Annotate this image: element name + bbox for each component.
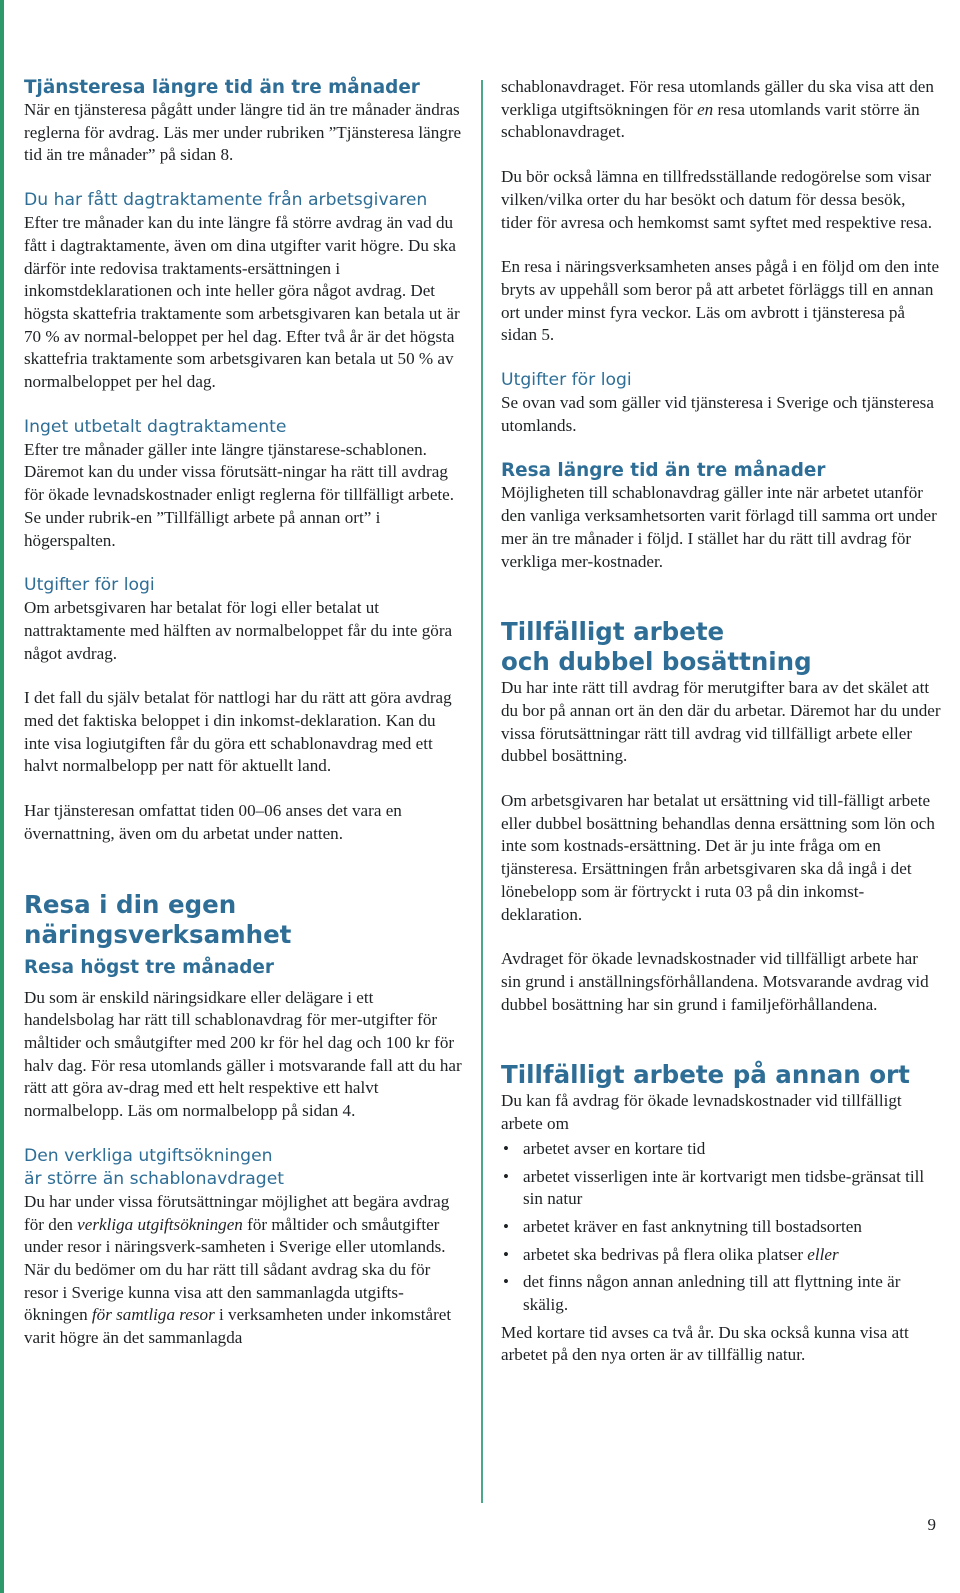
paragraph-verkliga-utgiftsokningen: Du har under vissa förutsättningar möjlighet att begära avdrag för den verkliga utgiftsökningen för måltider och småutgifter under resor i näringsverk-samheten i Sverige eller utomlands. När du bedömer om du har rätt till sådant avdrag ska du för resor i Sverige kunna visa att den sammanlagda utgifts-ökningen för samtliga resor i verksamheten under inkomståret varit högre än det sammanlagda [24,1191,452,1348]
list-item: • arbetet visserligen inte är kortvarigt men tidsbe-gränsat till sin natur [501,1166,941,1211]
paragraph-tjansteresa: När en tjänsteresa pågått under längre tid än tre månader ändras reglerna för avdrag. Läs mer under rubriken ”Tjänsteresa längre tid än tre månader” på sidan 8. [24,100,462,165]
paragraph-redogorelse: Du bör också lämna en tillfredsställande redogörelse som visar vilken/vilka orter du har besökt och datum för dessa besök, tider för avresa och hemkomst samt syftet med respektive resa. [501,167,932,232]
heading-tjansteresa: Tjänsteresa längre tid än tre månader [24,77,420,98]
list-item: • arbetet ska bedrivas på flera olika platser eller [501,1244,941,1267]
list-item: • arbetet avser en kortare tid [501,1138,941,1161]
paragraph-tillfalligt-3: Avdraget för ökade levnadskostnader vid tillfälligt arbete har sin grund i anställningsförhållandena. Motsvarande avdrag vid dubbel bosättning har sin grund i familjeförhållandena. [501,949,929,1014]
heading-utgifter-logi-right: Utgifter för logi [501,370,632,391]
section-title-naringsverksamhet: Resa i din egen näringsverksamhet [24,889,292,949]
condition-list [501,1138,941,1317]
paragraph-tillfalligt-2: Om arbetsgivaren har betalat ut ersättning vid till-fälligt arbete eller dubbel bosättning behandlas denna ersättning som lön och inte som kostnads-ersättning. Det är ju inte fråga om en tjänsteresa. Ersättningen från arbetsgivaren ska då ingå i det lönebelopp som är förtryckt i ruta 03 på din inkomst-deklaration. [501,791,935,924]
paragraph-inget-utbetalt: Efter tre månader gäller inte längre tjänstarese-schablonen. Däremot kan du under vissa förutsätt-ningar ha rätt till avdrag för ökade levnadskostnader enligt reglerna för tillfälligt arbete. Se under rubrik-en ”Tillfälligt arbete på annan ort” i högerspalten. [24,439,455,550]
heading-resa-langre: Resa längre tid än tre månader [501,460,826,482]
page-edge-stripe [0,0,4,1593]
page-number: 9 [927,1515,936,1534]
paragraph-logi-1: Om arbetsgivaren har betalat för logi eller betalat ut nattraktamente med hälften av normalbeloppet får du inte göra något avdrag. [24,598,453,663]
paragraph-logi-3: Har tjänsteresan omfattat tiden 00–06 anses det vara en övernattning, även om du arbetat under natten. [24,801,402,843]
paragraph-annan-ort-end: Med kortare tid avses ca två år. Du ska också kunna visa att arbetet på den nya orten är av tillfällig natur. [501,1322,909,1365]
section-title-annan-ort: Tillfälligt arbete på annan ort [501,1060,910,1090]
section-title-tillfalligt-arbete: Tillfälligt arbete och dubbel bosättning [501,617,812,677]
paragraph-logi-2: I det fall du själv betalat för nattlogi har du rätt att göra avdrag med det faktiska beloppet i din inkomst-deklaration. Kan du inte visa logiutgiften får du göra ett schablonavdrag med ett halvt normalbelopp per natt för aktuellt land. [24,688,452,776]
paragraph-resa-langre: Möjligheten till schablonavdrag gäller inte när arbetet utanför den vanliga verksamhetsorten varit förlagd till samma ort under mer än tre månader i följd. I stället har du rätt till avdrag för verkliga mer-kostnader. [501,483,937,571]
paragraph-annan-ort-intro: Du kan få avdrag för ökade levnadskostnader vid tillfälligt arbete om [501,1091,902,1134]
right-column [501,76,941,1367]
heading-utgifter-logi: Utgifter för logi [24,575,155,596]
paragraph-tillfalligt-1: Du har inte rätt till avdrag för merutgifter bara av det skälet att du bor på annan ort än den där du arbetar. Däremot har du under vissa förutsättningar rätt till avdrag vid tillfälligt arbete eller dubbel bosättning. [501,678,941,766]
paragraph-foljd: En resa i näringsverksamheten anses pågå i en följd om den inte bryts av uppehåll som beror på att arbetet förläggs till en annan ort under minst fyra veckor. Läs om avbrott i tjänsteresa på sidan 5. [501,257,940,345]
left-column [24,76,464,1350]
heading-verkliga-utgiftsokningen: Den verkliga utgiftsökningen är större än schablonavdraget [24,1145,285,1189]
heading-inget-utbetalt: Inget utbetalt dagtraktamente [24,416,287,437]
list-item: • det finns någon annan anledning till att flyttning inte är skälig. [501,1271,941,1316]
column-divider [481,80,483,1503]
heading-resa-hogst: Resa högst tre månader [24,956,274,978]
paragraph-dagtraktamente: Efter tre månader kan du inte längre få större avdrag än vad du fått i dagtraktamente, även om dina utgifter varit högre. Du ska därför inte redovisa traktaments-ersättningen i inkomstdeklarationen och inte heller göra något avdrag. Det högsta skattefria traktamente som arbetsgivaren kan betala ut är 70 % av normal-beloppet per hel dag. Efter två år är det högsta skattefria traktamente som arbetsgivaren kan betala ut 50 % av normalbeloppet per hel dag. [24,213,460,392]
paragraph-resa-hogst: Du som är enskild näringsidkare eller delägare i ett handelsbolag har rätt till schablonavdrag för mer-utgifter för måltider och småutgifter med 200 kr för hel dag och 100 kr för halv dag. För resa utomlands gäller i motsvarande fall att du har rätt att göra av-drag med ett helt respektive ett halvt normalbelopp. Läs om normalbelopp på sidan 4. [24,987,462,1121]
paragraph-schablon-continued: schablonavdraget. För resa utomlands gäller du ska visa att den verkliga utgiftsökningen för en resa utomlands varit större än schablonavdraget. [501,77,934,142]
heading-dagtraktamente: Du har fått dagtraktamente från arbetsgivaren [24,190,428,211]
paragraph-logi-right: Se ovan vad som gäller vid tjänsteresa i Sverige och tjänsteresa utomlands. [501,393,934,435]
list-item: • arbetet kräver en fast anknytning till bostadsorten [501,1216,941,1239]
